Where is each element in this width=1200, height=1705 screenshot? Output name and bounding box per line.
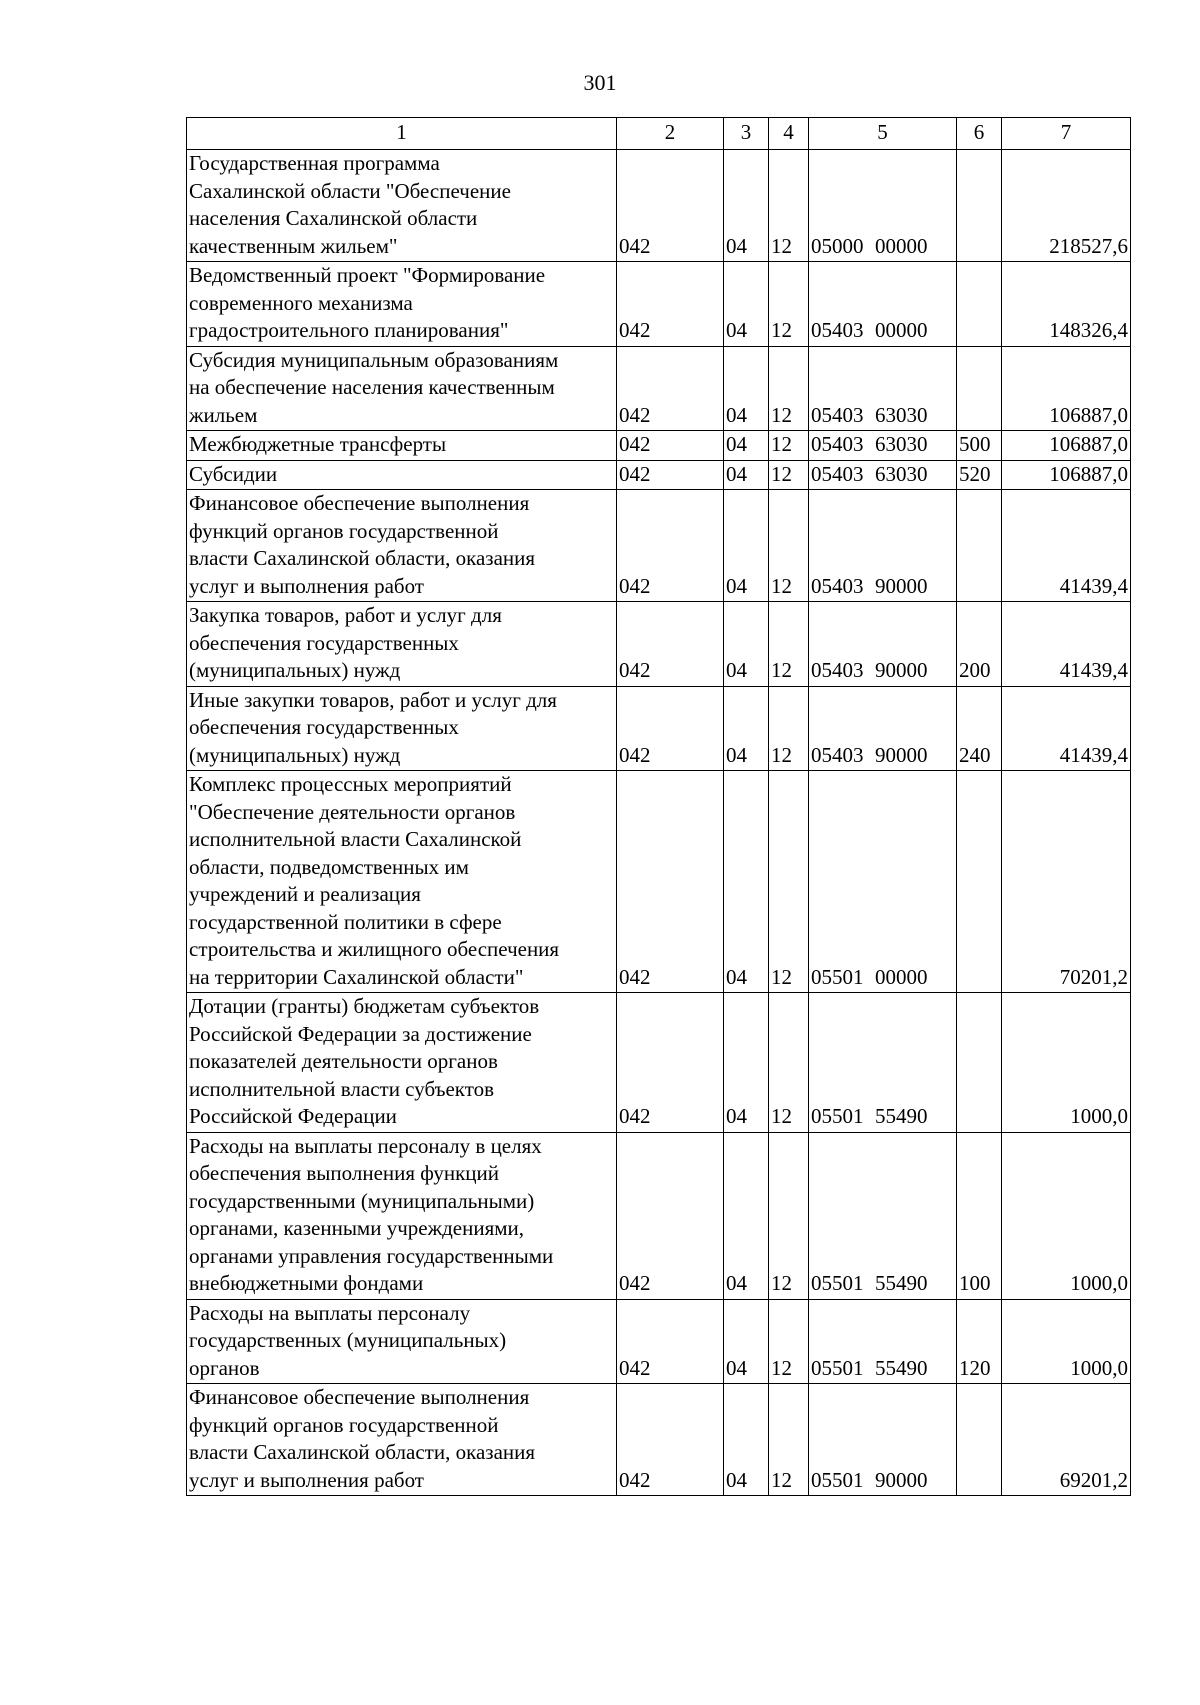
table-row: [187, 262, 1131, 347]
target-article-cell: [809, 262, 957, 347]
expense-type-cell: 200: [957, 602, 1002, 687]
row-name-line: Российской Федерации: [189, 1104, 397, 1128]
amount-cell: 41439,4: [1002, 602, 1131, 687]
target-article-program: 05403: [811, 318, 864, 342]
section-code-cell: 04: [724, 150, 769, 262]
row-name-line: Ведомственный проект "Формирование: [189, 263, 546, 287]
row-name-line: (муниципальных) нужд: [189, 658, 401, 682]
target-article-program: 05403: [811, 573, 864, 598]
row-name-line: обеспечения выполнения функций: [189, 1161, 500, 1185]
target-article-cell: [809, 150, 957, 262]
row-name-line: Финансовое обеспечение выполнения: [189, 1385, 530, 1409]
header-cell: 4: [769, 118, 809, 150]
row-name-line: Иные закупки товаров, работ и услуг для: [189, 687, 557, 712]
row-name-line: (муниципальных) нужд: [189, 742, 401, 767]
target-article-direction: 00000: [875, 233, 928, 258]
target-article-program: 05403: [811, 658, 864, 682]
target-article-cell: [809, 1132, 957, 1299]
section-code-cell: 04: [724, 262, 769, 347]
row-name-line: государственных (муниципальных): [189, 1328, 507, 1352]
row-name-line: власти Сахалинской области, оказания: [189, 546, 536, 570]
target-article-direction: 55490: [875, 1271, 928, 1295]
table-row: [187, 993, 1131, 1133]
ministry-code-cell: 042: [617, 1299, 724, 1384]
amount-cell: 70201,2: [1002, 771, 1131, 993]
row-name-cell: [187, 686, 617, 771]
ministry-code-cell: 042: [617, 490, 724, 602]
amount-cell: 106887,0: [1002, 346, 1131, 431]
subsection-code-cell: 12: [769, 602, 809, 687]
row-name-line: качественным жильем": [189, 233, 398, 258]
target-article-program: 05501: [811, 1467, 864, 1492]
row-name-line: функций органов государственной: [189, 1412, 499, 1437]
table-row: [187, 1132, 1131, 1299]
amount-cell: 69201,2: [1002, 1384, 1131, 1496]
target-article-direction: 90000: [875, 1467, 928, 1492]
section-code-cell: 04: [724, 1132, 769, 1299]
section-code-cell: 04: [724, 490, 769, 602]
subsection-code-cell: 12: [769, 490, 809, 602]
target-article-cell: [809, 686, 957, 771]
expense-type-cell: 120: [957, 1299, 1002, 1384]
row-name-line: Государственная программа: [189, 151, 440, 175]
table-row: [187, 602, 1131, 687]
header-cell: 5: [809, 118, 957, 150]
ministry-code-cell: 042: [617, 262, 724, 347]
row-name-cell: [187, 1384, 617, 1496]
amount-cell: 106887,0: [1002, 431, 1131, 461]
row-name-line: учреждений и реализация: [189, 882, 421, 906]
row-name-line: Субсидии: [189, 461, 278, 486]
header-cell: 3: [724, 118, 769, 150]
row-name-line: исполнительной власти субъектов: [189, 1076, 495, 1101]
row-name-line: строительства и жилищного обеспечения: [189, 937, 560, 961]
ministry-code-cell: 042: [617, 686, 724, 771]
target-article-direction: 55490: [875, 1104, 928, 1128]
section-code-cell: 04: [724, 771, 769, 993]
amount-cell: 218527,6: [1002, 150, 1131, 262]
row-name-line: государственными (муниципальными): [189, 1188, 535, 1213]
row-name-line: обеспечения государственных: [189, 715, 459, 739]
ministry-code-cell: 042: [617, 346, 724, 431]
ministry-code-cell: 042: [617, 1384, 724, 1496]
expense-type-cell: [957, 993, 1002, 1133]
table-row: [187, 490, 1131, 602]
page-number: 301: [583, 70, 617, 95]
row-name-line: органами управления государственными: [189, 1243, 554, 1268]
target-article-program: 05403: [811, 461, 864, 486]
expense-type-cell: [957, 262, 1002, 347]
target-article-cell: [809, 460, 957, 490]
ministry-code-cell: 042: [617, 431, 724, 461]
row-name-line: Субсидия муниципальным образованиям: [189, 347, 559, 372]
row-name-line: функций органов государственной: [189, 518, 499, 543]
row-name-line: органами, казенными учреждениями,: [189, 1216, 525, 1240]
budget-table: [186, 117, 1131, 1496]
header-cell: 2: [617, 118, 724, 150]
target-article-cell: [809, 771, 957, 993]
ministry-code-cell: 042: [617, 602, 724, 687]
expense-type-cell: [957, 346, 1002, 431]
amount-cell: 1000,0: [1002, 1132, 1131, 1299]
target-article-direction: 00000: [875, 964, 928, 989]
table-row: [187, 771, 1131, 993]
ministry-code-cell: 042: [617, 460, 724, 490]
row-name-line: обеспечения государственных: [189, 630, 459, 655]
ministry-code-cell: 042: [617, 150, 724, 262]
row-name-line: жильем: [189, 402, 258, 427]
section-code-cell: 04: [724, 993, 769, 1133]
header-row: [187, 118, 1131, 150]
target-article-direction: 55490: [875, 1355, 928, 1380]
target-article-program: 05501: [811, 1271, 864, 1295]
row-name-line: Расходы на выплаты персоналу в целях: [189, 1133, 542, 1158]
subsection-code-cell: 12: [769, 262, 809, 347]
ministry-code-cell: 042: [617, 993, 724, 1133]
row-name-cell: [187, 490, 617, 602]
section-code-cell: 04: [724, 686, 769, 771]
target-article-program: 05501: [811, 1104, 864, 1128]
table-row: [187, 1384, 1131, 1496]
target-article-program: 05501: [811, 964, 864, 989]
target-article-program: 05403: [811, 742, 864, 767]
target-article-program: 05501: [811, 1355, 864, 1380]
subsection-code-cell: 12: [769, 1384, 809, 1496]
target-article-direction: 90000: [875, 658, 928, 682]
amount-cell: 41439,4: [1002, 686, 1131, 771]
expense-type-cell: 520: [957, 460, 1002, 490]
row-name-line: услуг и выполнения работ: [189, 1467, 424, 1492]
subsection-code-cell: 12: [769, 771, 809, 993]
ministry-code-cell: 042: [617, 1132, 724, 1299]
row-name-line: на территории Сахалинской области": [189, 964, 524, 989]
row-name-line: Российской Федерации за достижение: [189, 1021, 532, 1046]
target-article-direction: 63030: [875, 402, 928, 427]
row-name-cell: [187, 993, 617, 1133]
target-article-cell: [809, 1299, 957, 1384]
row-name-line: власти Сахалинской области, оказания: [189, 1440, 536, 1464]
table-row: [187, 431, 1131, 461]
section-code-cell: 04: [724, 1384, 769, 1496]
section-code-cell: 04: [724, 460, 769, 490]
section-code-cell: 04: [724, 431, 769, 461]
row-name-line: внебюджетными фондами: [189, 1271, 424, 1295]
target-article-direction: 00000: [875, 318, 928, 342]
target-article-cell: [809, 346, 957, 431]
subsection-code-cell: 12: [769, 431, 809, 461]
row-name-cell: [187, 1299, 617, 1384]
subsection-code-cell: 12: [769, 686, 809, 771]
subsection-code-cell: 12: [769, 1299, 809, 1384]
target-article-cell: [809, 602, 957, 687]
row-name-cell: [187, 771, 617, 993]
table-row: [187, 686, 1131, 771]
expense-type-cell: [957, 150, 1002, 262]
section-code-cell: 04: [724, 1299, 769, 1384]
target-article-direction: 90000: [875, 742, 928, 767]
amount-cell: 106887,0: [1002, 460, 1131, 490]
subsection-code-cell: 12: [769, 150, 809, 262]
target-article-program: 05403: [811, 432, 864, 456]
expense-type-cell: [957, 1384, 1002, 1496]
target-article-program: 05000: [811, 233, 864, 258]
amount-cell: 41439,4: [1002, 490, 1131, 602]
target-article-direction: 63030: [875, 432, 928, 456]
section-code-cell: 04: [724, 346, 769, 431]
row-name-line: государственной политики в сфере: [189, 909, 502, 934]
section-code-cell: 04: [724, 602, 769, 687]
row-name-line: Межбюджетные трансферты: [189, 432, 447, 456]
row-name-line: Дотации (гранты) бюджетам субъектов: [189, 994, 540, 1018]
row-name-line: области, подведомственных им: [189, 854, 469, 879]
row-name-line: Сахалинской области "Обеспечение: [189, 178, 511, 203]
row-name-line: населения Сахалинской области: [189, 206, 478, 230]
row-name-cell: [187, 431, 617, 461]
target-article-cell: [809, 993, 957, 1133]
row-name-line: услуг и выполнения работ: [189, 573, 424, 598]
target-article-direction: 63030: [875, 461, 928, 486]
row-name-line: исполнительной власти Сахалинской: [189, 827, 522, 851]
target-article-cell: [809, 490, 957, 602]
expense-type-cell: [957, 771, 1002, 993]
row-name-cell: [187, 262, 617, 347]
expense-type-cell: 100: [957, 1132, 1002, 1299]
row-name-cell: [187, 460, 617, 490]
row-name-line: современного механизма: [189, 290, 413, 315]
table-row: [187, 1299, 1131, 1384]
row-name-cell: [187, 602, 617, 687]
header-cell: 1: [187, 118, 617, 150]
row-name-cell: [187, 1132, 617, 1299]
target-article-direction: 90000: [875, 573, 928, 598]
table-row: [187, 346, 1131, 431]
subsection-code-cell: 12: [769, 1132, 809, 1299]
row-name-line: на обеспечение населения качественным: [189, 375, 555, 399]
row-name-cell: [187, 150, 617, 262]
row-name-line: Расходы на выплаты персоналу: [189, 1300, 471, 1325]
row-name-cell: [187, 346, 617, 431]
ministry-code-cell: 042: [617, 771, 724, 993]
row-name-line: показателей деятельности органов: [189, 1049, 498, 1073]
amount-cell: 148326,4: [1002, 262, 1131, 347]
subsection-code-cell: 12: [769, 460, 809, 490]
table-row: [187, 150, 1131, 262]
target-article-cell: [809, 1384, 957, 1496]
expense-type-cell: 240: [957, 686, 1002, 771]
row-name-line: градостроительного планирования": [189, 318, 509, 342]
expense-type-cell: [957, 490, 1002, 602]
table-row: [187, 460, 1131, 490]
row-name-line: "Обеспечение деятельности органов: [189, 799, 516, 824]
row-name-line: Закупка товаров, работ и услуг для: [189, 603, 502, 627]
amount-cell: 1000,0: [1002, 1299, 1131, 1384]
row-name-line: органов: [189, 1355, 260, 1380]
amount-cell: 1000,0: [1002, 993, 1131, 1133]
expense-type-cell: 500: [957, 431, 1002, 461]
row-name-line: Комплекс процессных мероприятий: [189, 772, 512, 796]
target-article-program: 05403: [811, 402, 864, 427]
row-name-line: Финансовое обеспечение выполнения: [189, 491, 530, 515]
header-cell: 6: [957, 118, 1002, 150]
target-article-cell: [809, 431, 957, 461]
subsection-code-cell: 12: [769, 346, 809, 431]
subsection-code-cell: 12: [769, 993, 809, 1133]
header-cell: 7: [1002, 118, 1131, 150]
